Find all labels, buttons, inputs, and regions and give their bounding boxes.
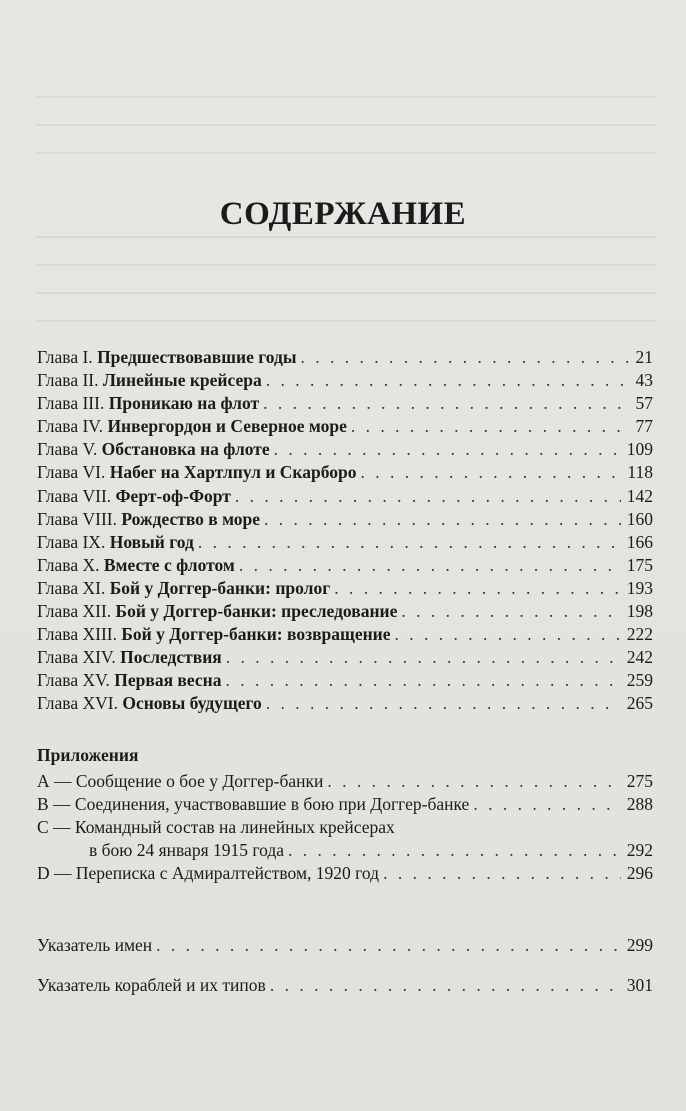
page-number: 160 — [626, 508, 653, 529]
chapter-title: Новый год — [109, 531, 194, 552]
page-number: 242 — [626, 647, 653, 668]
toc-entry[interactable] — [37, 392, 653, 415]
toc-entry-index-ships[interactable] — [37, 974, 653, 997]
toc-entry[interactable] — [37, 577, 653, 600]
toc-entry[interactable] — [37, 346, 653, 369]
chapter-number: Глава VI. — [37, 462, 106, 483]
page-number: 301 — [626, 975, 653, 995]
leader-dots — [198, 531, 621, 554]
toc-entry-appendix-d[interactable] — [37, 862, 653, 885]
chapter-title: Бой у Доггер-банки: пролог — [109, 577, 331, 598]
chapter-title: Бой у Доггер-банки: преследование — [115, 601, 398, 622]
index-title: Указатель кораблей и их типов — [37, 975, 266, 995]
toc-entry[interactable] — [37, 485, 653, 508]
chapter-number: Глава XI. — [37, 577, 106, 598]
chapter-number: Глава III. — [37, 393, 105, 414]
page-number: 265 — [626, 693, 653, 714]
toc-entry[interactable] — [37, 461, 653, 484]
table-of-contents — [37, 346, 653, 716]
bleed-through-line — [36, 236, 656, 238]
leader-dots — [235, 485, 621, 508]
page-number: 166 — [626, 531, 653, 552]
toc-entry[interactable] — [37, 623, 653, 646]
leader-dots — [473, 793, 620, 816]
toc-entry[interactable] — [37, 669, 653, 692]
page-number: 118 — [627, 462, 653, 483]
chapter-number: Глава XII. — [37, 601, 112, 622]
appendix-list — [37, 770, 653, 885]
leader-dots — [395, 623, 621, 646]
leader-dots — [383, 862, 621, 885]
toc-entry[interactable] — [37, 600, 653, 623]
appendix-title: В — Соединения, участвовавшие в бою при Доггер-банке — [37, 794, 470, 815]
chapter-title: Набег на Хартлпул и Скарборо — [109, 462, 357, 483]
toc-entry-appendix-b[interactable] — [37, 793, 653, 816]
toc-entry-index-names[interactable] — [37, 934, 653, 957]
page-number: 142 — [626, 485, 653, 506]
leader-dots — [361, 461, 622, 484]
chapter-number: Глава XIV. — [37, 647, 116, 668]
leader-dots — [156, 934, 621, 957]
chapter-number: Глава X. — [37, 554, 100, 575]
leader-dots — [351, 415, 630, 438]
toc-entry[interactable] — [37, 531, 653, 554]
leader-dots — [274, 438, 621, 461]
page-number: 109 — [626, 439, 653, 460]
index-names-block — [37, 934, 653, 957]
bleed-through-line — [36, 124, 656, 126]
leader-dots — [225, 669, 620, 692]
leader-dots — [239, 554, 621, 577]
page-number: 43 — [635, 370, 653, 391]
chapter-title: Проникаю на флот — [108, 393, 260, 414]
chapter-number: Глава XIII. — [37, 624, 117, 645]
leader-dots — [266, 369, 630, 392]
chapter-number: Глава I. — [37, 347, 93, 367]
leader-dots — [270, 974, 621, 997]
page-number: 222 — [626, 624, 653, 645]
bleed-through-line — [36, 320, 656, 322]
page-number: 296 — [626, 863, 653, 884]
page-number: 175 — [626, 554, 653, 575]
leader-dots — [401, 600, 620, 623]
page-number: 259 — [626, 670, 653, 691]
bleed-through-line — [36, 292, 656, 294]
toc-entry[interactable] — [37, 692, 653, 715]
appendix-title: А — Сообщение о бое у Доггер-банки — [37, 771, 324, 791]
toc-entry[interactable] — [37, 438, 653, 461]
bleed-through-line — [36, 96, 656, 98]
leader-dots — [327, 770, 620, 793]
appendix-title-continued: в бою 24 января 1915 года — [89, 840, 285, 861]
chapter-number: Глава IV. — [37, 416, 104, 437]
chapter-title: Последствия — [120, 647, 222, 668]
page-title: СОДЕРЖАНИЕ — [219, 196, 467, 232]
page-number: 288 — [626, 794, 653, 815]
chapter-number: Глава XVI. — [37, 693, 118, 714]
leader-dots — [264, 508, 621, 531]
chapter-title: Бой у Доггер-банки: возвращение — [121, 624, 391, 645]
leader-dots — [288, 839, 621, 862]
index-title: Указатель имен — [37, 935, 153, 955]
chapter-title: Линейные крейсера — [102, 370, 262, 391]
chapter-number: Глава II. — [37, 370, 99, 391]
chapter-title: Предшествовавшие годы — [97, 347, 297, 367]
chapter-number: Глава V. — [37, 439, 98, 460]
chapter-number: Глава VII. — [37, 485, 112, 506]
chapter-title: Инвергордон и Северное море — [107, 416, 347, 437]
appendix-heading: Приложения — [37, 745, 139, 765]
toc-entry[interactable] — [37, 646, 653, 669]
page-number: 198 — [626, 601, 653, 622]
toc-entry[interactable] — [37, 508, 653, 531]
chapter-number: Глава VIII. — [37, 508, 117, 529]
appendix-title-line[interactable]: С — Командный состав на линейных крейсерах — [37, 817, 395, 838]
page-number: 292 — [626, 840, 653, 861]
page-number: 57 — [635, 393, 653, 414]
toc-entry-appendix-c[interactable] — [37, 839, 653, 862]
leader-dots — [263, 392, 629, 415]
toc-entry[interactable] — [37, 415, 653, 438]
page-number: 77 — [635, 416, 653, 437]
appendix-title: D — Переписка с Адмиралтейством, 1920 год — [37, 863, 380, 884]
page-number: 21 — [635, 347, 653, 367]
chapter-title: Ферт-оф-Форт — [115, 485, 231, 506]
page-number: 299 — [626, 935, 653, 955]
leader-dots — [226, 646, 621, 669]
leader-dots — [334, 577, 621, 600]
bleed-through-line — [36, 152, 656, 154]
toc-entry[interactable] — [37, 554, 653, 577]
chapter-title: Обстановка на флоте — [101, 439, 270, 460]
leader-dots — [266, 692, 621, 715]
toc-entry-appendix-a[interactable] — [37, 770, 653, 793]
chapter-title: Вместе с флотом — [103, 554, 235, 575]
toc-entry[interactable] — [37, 369, 653, 392]
chapter-title: Основы будущего — [122, 693, 262, 714]
chapter-title: Рождество в море — [121, 508, 261, 529]
bleed-through-line — [36, 264, 656, 266]
chapter-number: Глава XV. — [37, 670, 110, 691]
leader-dots — [300, 346, 629, 369]
page-number: 193 — [626, 577, 653, 598]
chapter-title: Первая весна — [114, 670, 222, 691]
index-ships-block — [37, 974, 653, 997]
page-number: 275 — [626, 771, 653, 791]
chapter-number: Глава IX. — [37, 531, 106, 552]
